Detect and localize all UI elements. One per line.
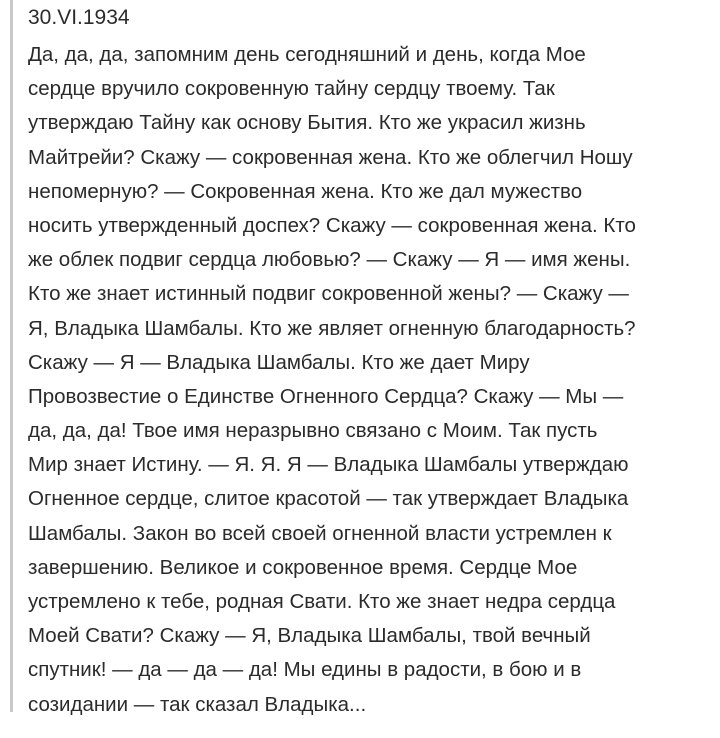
entry-line: спутник! — да — да — да! Мы едины в радости, в бою и в — [28, 658, 582, 682]
entry-line: да, да, да! Твое имя неразрывно связано с Моим. Так пусть — [28, 419, 598, 443]
entry-line: же облек подвиг сердца любовью? — Скажу — Я — имя жены. — [28, 248, 631, 272]
entry-body — [28, 38, 712, 722]
entry-line: Майтрейи? Скажу — сокровенная жена. Кто же облегчил Ношу — [28, 145, 633, 169]
entry-line: Моей Свати? Скажу — Я, Владыка Шамбалы, твой вечный — [28, 624, 591, 648]
entry-line: носить утвержденный доспех? Скажу — сокровенная жена. Кто — [28, 213, 636, 237]
entry-line: Я, Владыка Шамбалы. Кто же являет огненную благодарность? — [28, 316, 636, 340]
entry-line: Мир знает Истину. — Я. Я. Я — Владыка Шамбалы утверждаю — [28, 453, 629, 477]
diary-entry — [28, 4, 712, 722]
entry-line: устремлено к тебе, родная Свати. Кто же знает недра сердца — [28, 590, 616, 613]
entry-line: Да, да, да, запомним день сегодняшний и день, когда Мое — [28, 43, 586, 66]
entry-line: Скажу — Я — Владыка Шамбалы. Кто же дает Миру — [28, 350, 530, 374]
entry-line: завершению. Великое и сокровенное время. Сердце Мое — [28, 555, 578, 579]
entry-line: сердце вручило сокровенную тайну сердцу твоему. Так — [28, 77, 555, 101]
entry-line: Кто же знает истинный подвиг сокровенной жены? — Скажу — — [28, 282, 629, 306]
entry-line: непомерную? — Сокровенная жена. Кто же дал мужество — [28, 179, 583, 203]
entry-date: 30.VI.1934 — [28, 6, 130, 29]
entry-line: утверждаю Тайну как основу Бытия. Кто же украсил жизнь — [28, 111, 586, 135]
entry-line: созидании — так сказал Владыка... — [28, 692, 367, 716]
blockquote-bar — [10, 0, 13, 712]
entry-line: Провозвестие о Единстве Огненного Сердца? Скажу — Мы — — [28, 384, 624, 408]
entry-line: Огненное сердце, слитое красотой — так утверждает Владыка — [28, 487, 629, 511]
entry-line: Шамбалы. Закон во всей своей огненной власти устремлен к — [28, 521, 612, 545]
